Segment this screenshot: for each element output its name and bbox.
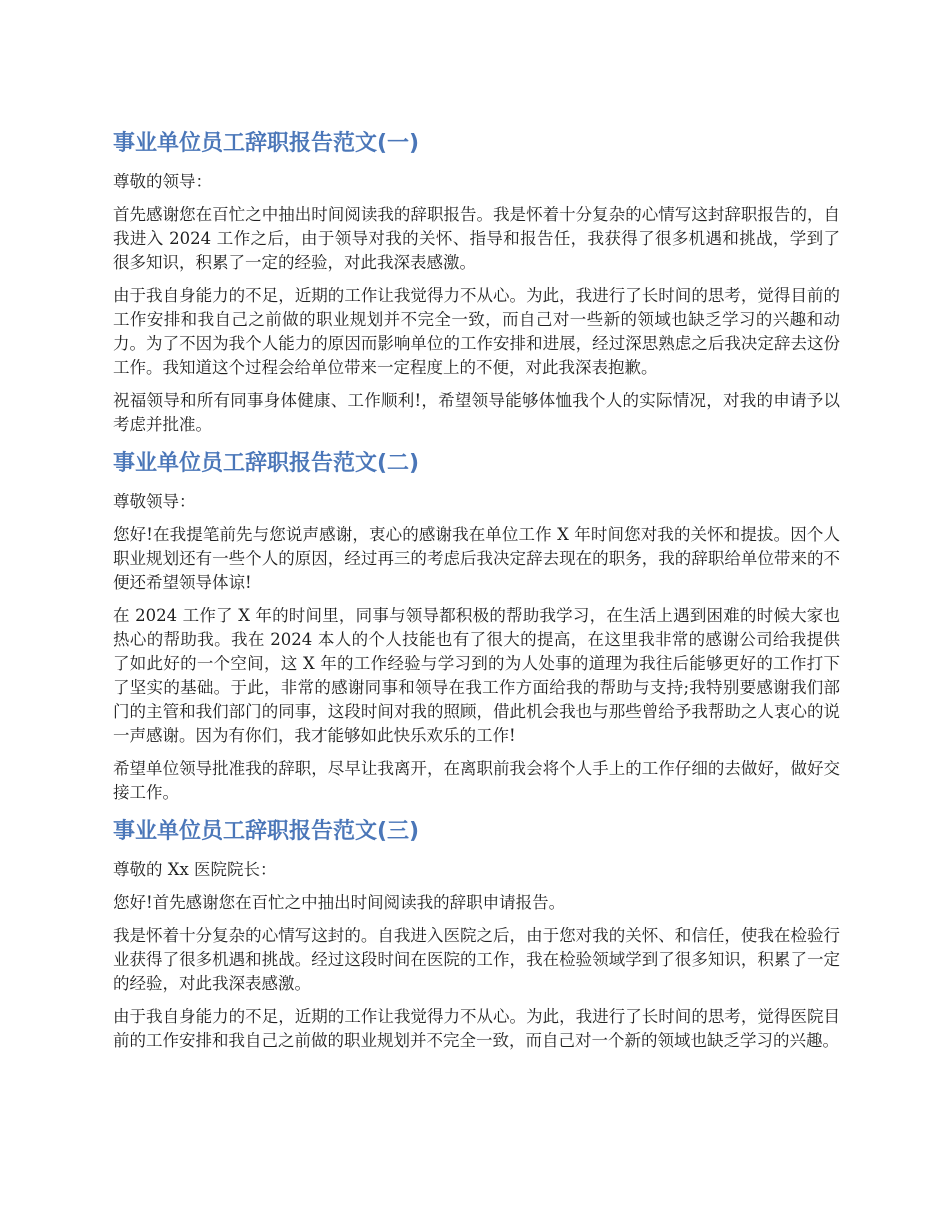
section-title: 事业单位员工辞职报告范文(一) [113,131,420,156]
paragraph: 由于我自身能力的不足，近期的工作让我觉得力不从心。为此，我进行了长时间的思考，觉得医院目前的工作安排和我自己之前做的职业规划并不完全一致，而自己对一个新的领域也缺乏学习的兴趣。 [113,1007,840,1050]
section-title: 事业单位员工辞职报告范文(二) [113,451,420,476]
paragraph: 首先感谢您在百忙之中抽出时间阅读我的辞职报告。我是怀着十分复杂的心情写这封辞职报告的，自我进入 2024 工作之后，由于领导对我的关怀、指导和报告任，我获得了很多机遇和挑战，学到了很多知识，积累了一定的经验，对此我深表感激。 [113,205,840,272]
paragraph: 我是怀着十分复杂的心情写这封的。自我进入医院之后，由于您对我的关怀、和信任，使我在检验行业获得了很多机遇和挑战。经过这段时间在医院的工作，我在检验领域学到了很多知识，积累了一定的经验，对此我深表感激。 [113,926,840,993]
paragraph: 祝福领导和所有同事身体健康、工作顺利!，希望领导能够体恤我个人的实际情况，对我的申请予以考虑并批准。 [113,391,840,434]
paragraph: 在 2024 工作了 X 年的时间里，同事与领导都积极的帮助我学习，在生活上遇到困难的时候大家也热心的帮助我。我在 2024 本人的个人技能也有了很大的提高，在这里我非常的感谢公司给我提供了如此好的一个空间，这 X 年的工作经验与学习到的为人处事的道理为我往后能够更好的工作打下了坚实的基础。于此，非常的感谢同事和领导在我工作方面给我的帮助与支持;我特别要感谢我们部门的主管和我们部门的同事，这段时间对我的照顾，借此机会我也与那些曾给予我帮助之人衷心的说一声感谢。因为有你们，我才能够如此快乐欢乐的工作! [113,606,840,745]
salutation: 尊敬的 Xx 医院院长： [113,860,277,879]
paragraph: 由于我自身能力的不足，近期的工作让我觉得力不从心。为此，我进行了长时间的思考，觉得目前的工作安排和我自己之前做的职业规划并不完全一致，而自己对一些新的领域也缺乏学习的兴趣和动力。为了不因为我个人能力的原因而影响单位的工作安排和进展，经过深思熟虑之后我决定辞去这份工作。我知道这个过程会给单位带来一定程度上的不便，对此我深表抱歉。 [113,286,840,377]
section-title: 事业单位员工辞职报告范文(三) [113,819,420,844]
salutation: 尊敬的领导： [113,172,212,191]
salutation: 尊敬领导： [113,492,196,511]
paragraph: 您好!在我提笔前先与您说声感谢，衷心的感谢我在单位工作 X 年时间您对我的关怀和提拔。因个人职业规划还有一些个人的原因，经过再三的考虑后我决定辞去现在的职务，我的辞职给单位带来的不便还希望领导体谅! [113,525,840,592]
paragraph: 希望单位领导批准我的辞职，尽早让我离开，在离职前我会将个人手上的工作仔细的去做好，做好交接工作。 [113,759,840,802]
document-page [113,126,840,1062]
section-3 [113,814,840,1053]
paragraph: 您好!首先感谢您在百忙之中抽出时间阅读我的辞职申请报告。 [113,893,566,912]
section-2 [113,446,840,805]
section-1 [113,126,840,437]
